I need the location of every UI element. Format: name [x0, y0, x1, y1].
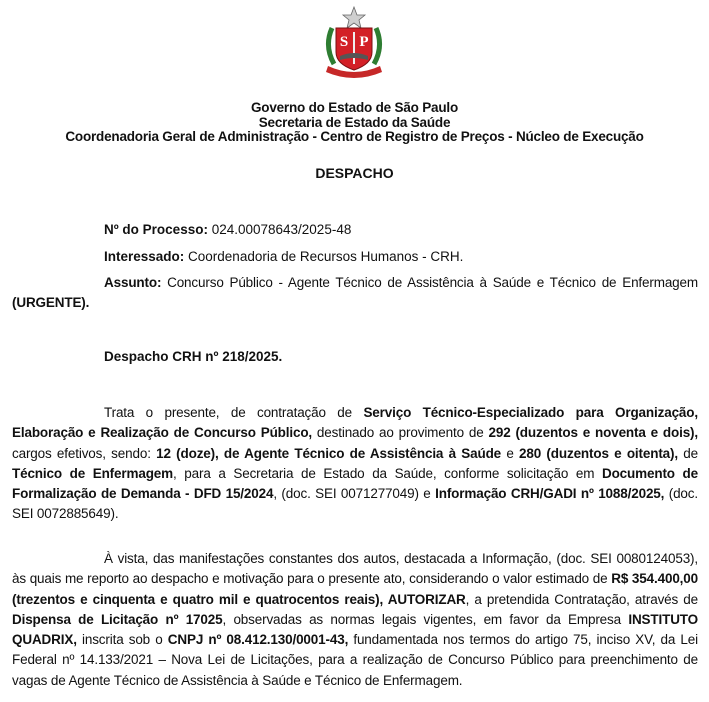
p1-bold-tecnico: Técnico de Enfermagem — [12, 465, 174, 481]
p2-text-3: , observadas as normas legais vigentes, em favor da Empresa — [222, 611, 629, 627]
processo-label: Nº do Processo: — [104, 222, 208, 237]
p1-bold-280: 280 (duzentos e oitenta), — [519, 445, 678, 461]
header-department: Coordenadoria Geral de Administração - Centro de Registro de Preços - Núcleo de Execução — [65, 129, 644, 144]
p1-text-5: de — [677, 445, 698, 461]
p1-bold-dfd: Documento de Formalização de Demanda - DFD 15/2024 — [12, 465, 698, 502]
interessado-value: Coordenadoria de Recursos Humanos - CRH. — [184, 249, 464, 264]
p2-bold-valor: R$ 354.400,00 (trezentos e cinquenta e quatro mil e quatrocentos reais), AUTORIZAR — [12, 571, 698, 607]
interessado-label: Interessado: — [104, 249, 185, 264]
header-government: Governo do Estado de São Paulo — [250, 100, 459, 115]
processo-value: 024.00078643/2025-48 — [207, 222, 352, 237]
assunto-urgent-flag: (URGENTE). — [12, 295, 90, 310]
paragraph-2 — [12, 549, 698, 691]
p1-text-2: destinado ao provimento de — [312, 425, 489, 441]
p2-text-4: inscrita sob o — [76, 632, 168, 648]
p2-bold-empresa: INSTITUTO QUADRIX, — [12, 611, 699, 648]
assunto-label: Assunto: — [104, 275, 162, 290]
p1-text-8: (doc. SEI 0072885649). — [12, 486, 698, 522]
header-secretariat: Secretaria de Estado da Saúde — [258, 114, 451, 130]
assunto-value: Concurso Público - Agente Técnico de Assistência à Saúde e Técnico de Enfermagem — [161, 275, 698, 290]
field-interessado — [104, 249, 463, 264]
field-processo — [104, 222, 351, 237]
p1-text-7: , (doc. SEI 0071277049) e — [273, 486, 436, 502]
p2-text-5: fundamentada nos termos do artigo 75, inciso XV, da Lei Federal nº 14.133/2021 – Nova Lei de Licitações, para a realização de Concurso Público para preenchimento de vagas de Agente Técnico de Assistência à Saúde e Técnico de Enfermagem. — [12, 632, 698, 688]
p2-bold-cnpj: CNPJ nº 08.412.130/0001-43, — [167, 632, 349, 648]
document-title: DESPACHO — [315, 165, 394, 181]
p1-bold-service: Serviço Técnico-Especializado para Organização, Elaboração e Realização de Concurso Público, — [12, 405, 698, 441]
p1-text-6: , para a Secretaria de Estado da Saúde, conforme solicitação em — [173, 465, 602, 481]
svg-text:S: S — [339, 34, 349, 50]
despacho-number-text: Despacho CRH nº 218/2025. — [104, 349, 283, 364]
p1-bold-informacao: Informação CRH/GADI nº 1088/2025, — [435, 486, 665, 502]
p2-text-2: , a pretendida Contratação, através de — [465, 591, 698, 607]
p1-bold-total: 292 (duzentos e noventa e dois), — [488, 425, 699, 441]
p1-text-4: e — [501, 445, 520, 461]
p1-text-3: cargos efetivos, sendo: — [12, 445, 157, 461]
paragraph-1 — [12, 403, 698, 525]
svg-text:P: P — [359, 34, 369, 50]
field-assunto — [12, 273, 698, 313]
document-header — [0, 101, 709, 145]
p1-bold-agente: 12 (doze), de Agente Técnico de Assistência à Saúde — [156, 445, 502, 461]
p2-text-1: À vista, das manifestações constantes dos autos, destacada a Informação, (doc. SEI 0080124053), às quais me reporto ao despacho e motivação para o presente ato, considerando o valor estimado de — [12, 551, 698, 587]
sao-paulo-coat-of-arms-icon — [322, 6, 386, 82]
despacho-number — [104, 349, 282, 364]
p1-text-1: Trata o presente, de contratação de — [104, 405, 364, 420]
p2-bold-dispensa: Dispensa de Licitação nº 17025 — [12, 611, 223, 627]
